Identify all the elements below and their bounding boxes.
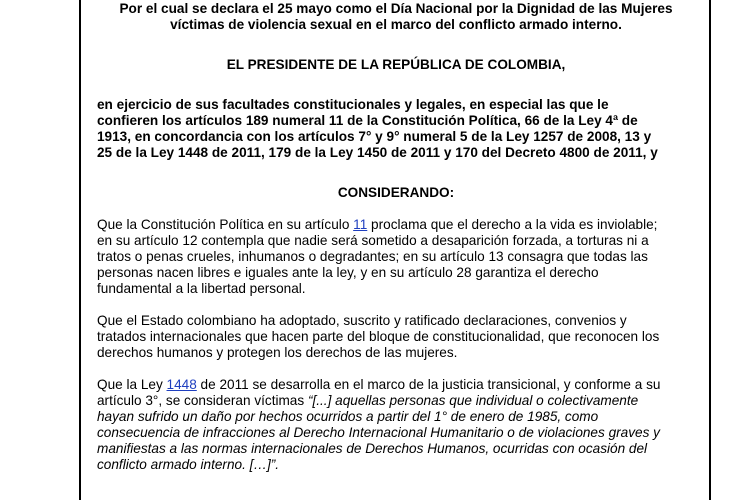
text-run: artículo 3°, se consideran víctimas: [97, 393, 308, 408]
text-run: de 2011 se desarrolla en el marco de la justicia transicional, y conforme a su: [196, 377, 661, 392]
text-line: derechos humanos y protegen los derechos de las mujeres.: [97, 345, 458, 360]
page-border-right: [709, 0, 711, 500]
text-line: [97, 393, 695, 409]
text-line: [97, 377, 695, 393]
ley-1448-link[interactable]: 1448: [166, 377, 197, 392]
quote-run: “[...] aquellas personas que individual o colectivamente: [307, 393, 639, 408]
text-line: confieren los artículos 189 numeral 11 de la Constitución Política, 66 de la Ley 4ª de: [97, 113, 638, 128]
page-border-left: [79, 0, 81, 500]
president-title: EL PRESIDENTE DE LA REPÚBLICA DE COLOMBIA,: [226, 57, 566, 72]
paragraph-treaties: [97, 313, 695, 361]
text-line: en ejercicio de sus facultades constitucionales y legales, en especial las que le: [97, 97, 609, 112]
text-line: en su artículo 12 contempla que nadie será sometido a desaparición forzada, a torturas ni a: [97, 233, 649, 248]
text-line: [97, 217, 695, 233]
text-line: 25 de la Ley 1448 de 2011, 179 de la Ley 1450 de 2011 y 170 del Decreto 4800 de 2011, y: [97, 145, 658, 160]
text-line: 1913, en concordancia con los artículos 7° y 9° numeral 5 de la Ley 1257 de 2008, 13 y: [97, 129, 652, 144]
text-line: fundamental a la libertad personal.: [97, 281, 306, 296]
quote-line: conflicto armado interno. […]”.: [97, 457, 280, 472]
text-line: Que el Estado colombiano ha adoptado, suscrito y ratificado declaraciones, convenios y: [97, 313, 627, 328]
quote-line: consecuencia de infracciones al Derecho Internacional Humanitario o de violaciones graves y: [97, 425, 660, 440]
paragraph-ley-1448: [97, 377, 695, 473]
article-11-link[interactable]: 11: [353, 217, 368, 232]
paragraph-constitution: [97, 217, 695, 297]
text-line: tratos o penas crueles, inhumanos o degradantes; en su artículo 13 consagra que todas las: [97, 249, 648, 264]
text-line: tratados internacionales que hacen parte del bloque de constitucionalidad, que reconocen los: [97, 329, 660, 344]
decree-heading: [97, 1, 695, 33]
text-run: Que la Constitución Política en su artículo: [97, 217, 354, 232]
considerando-heading: CONSIDERANDO:: [337, 185, 455, 200]
powers-paragraph: [97, 97, 695, 161]
quote-line: manifiestas a las normas internacionales de Derechos Humanos, ocurridas con ocasión del: [97, 441, 648, 456]
quote-line: hayan sufrido un daño por hechos ocurridos a partir del 1° de enero de 1985, como: [97, 409, 599, 424]
text-run: proclama que el derecho a la vida es inviolable;: [367, 217, 658, 232]
text-run: Que la Ley: [97, 377, 167, 392]
document-body: [97, 1, 695, 473]
text-line: personas nacen libres e iguales ante la ley, y en su artículo 28 garantiza el derecho: [97, 265, 599, 280]
heading-line: víctimas de violencia sexual en el marco del conflicto armado interno.: [170, 17, 622, 32]
heading-line: Por el cual se declara el 25 mayo como el Día Nacional por la Dignidad de las Mujeres: [119, 1, 673, 16]
